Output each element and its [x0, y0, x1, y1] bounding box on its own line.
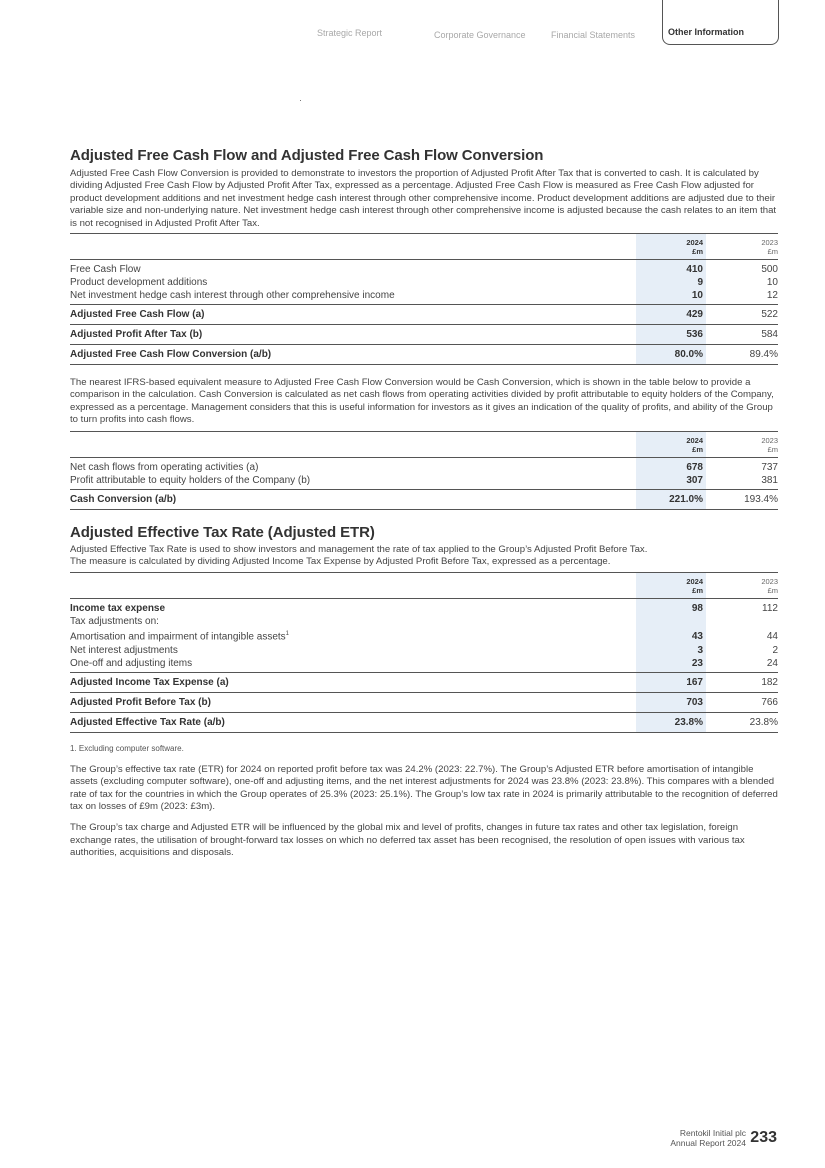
table-header-row [70, 573, 778, 599]
table-total-row [70, 712, 778, 732]
table-row [70, 615, 778, 628]
nav-other-information-label: Other Information [668, 27, 744, 37]
row-label-text: Amortisation and impairment of intangible assets [70, 631, 286, 643]
row-value-2023: 10 [766, 277, 778, 289]
table-row [70, 474, 778, 490]
total-value-2024: 80.0% [636, 345, 706, 365]
section-intro-etr-line2: The measure is calculated by dividing Adjusted Income Tax Expense by Adjusted Profit Before Tax, expressed as a percentage. [70, 556, 611, 568]
section-intro-etr-line1: Adjusted Effective Tax Rate is used to show investors and management the rate of tax applied to the Group’s Adjusted Profit Before Tax. [70, 543, 648, 555]
etr-paragraph-2: The Group’s tax charge and Adjusted ETR will be influenced by the global mix and level of profits, changes in future tax rates and other tax legislation, foreign exchange rates, the utilisation of brought-forward tax losses on which no deferred tax asset has been recognised, the resolution of open issues with various tax authorities, acquisitions and disposals. [70, 822, 745, 859]
table-total-row [70, 305, 778, 325]
row-value-2024: 10 [636, 289, 706, 305]
row-value-2023: 112 [762, 603, 778, 615]
row-value-2023: 2 [772, 644, 778, 656]
total-value-2023: 193.4% [706, 489, 778, 509]
table-total-row [70, 325, 778, 345]
total-label: Adjusted Free Cash Flow Conversion (a/b) [70, 345, 636, 365]
row-value-2024: 678 [636, 457, 706, 474]
row-label: Tax adjustments on: [70, 616, 159, 628]
total-value-2023: 584 [706, 325, 778, 345]
col-header-2024: 2024 [686, 577, 703, 587]
table-total-row [70, 489, 778, 509]
row-value-2024 [636, 615, 706, 628]
table-row [70, 644, 778, 657]
table-total-row [70, 345, 778, 365]
nav-other-information[interactable] [662, 0, 779, 45]
total-value-2024: 167 [636, 672, 706, 692]
total-value-2023: 182 [706, 672, 778, 692]
total-value-2023: 23.8% [706, 712, 778, 732]
etr-paragraph-1: The Group’s effective tax rate (ETR) for 2024 on reported profit before tax was 24.2% (2023: 22.7%). The Group’s Adjusted ETR before amortisation of intangible assets (excluding computer software), one-off and adjusting items, and the net interest adjustments for 2024 was 23.8% (2023: 23.8%). This compares with a blended rate of tax for the countries in which the Group operates of 25.3% (2023: 25.1%). The Group’s low tax rate in 2024 is primarily attributable to the recognition of deferred tax on losses of £9m (2023: £3m). [70, 763, 778, 813]
total-value-2024: 23.8% [636, 712, 706, 732]
total-value-2024: 429 [636, 305, 706, 325]
section-intro-free-cash-flow: Adjusted Free Cash Flow Conversion is provided to demonstrate to investors the proportion of Adjusted Profit After Tax that is converted to cash. It is calculated by dividing Adjusted Free Cash Flow by Adjusted Profit After Tax, expressed as a percentage. Adjusted Free Cash Flow is measured as Free Cash Flow adjusted for product development additions and net investment hedge cash interest through other comprehensive income. Product development additions are adjusted due to their variable size and non-underlying nature. Net investment hedge cash interest through other comprehensive income is adjusted because the cash relates to an item that is not recognised in Adjusted Profit After Tax. [70, 168, 777, 229]
nav-corporate-governance[interactable]: Corporate Governance [434, 30, 526, 40]
row-label: Net cash flows from operating activities (a) [70, 461, 259, 473]
table-row [70, 599, 778, 616]
total-label: Cash Conversion (a/b) [70, 489, 636, 509]
table-row [70, 276, 778, 289]
page-content [70, 146, 778, 860]
col-header-2023: 2023 [761, 238, 778, 248]
table-row [70, 260, 778, 277]
table-header-row [70, 431, 778, 457]
row-value-2023: 737 [761, 461, 778, 473]
col-header-2024: 2024 [686, 238, 703, 248]
total-value-2023: 522 [706, 305, 778, 325]
total-value-2023: 89.4% [706, 345, 778, 365]
table-row [70, 628, 778, 643]
col-unit-2024: £m [692, 247, 703, 257]
nav-financial-statements[interactable]: Financial Statements [551, 30, 636, 40]
row-value-2024: 43 [636, 628, 706, 643]
table-row [70, 657, 778, 673]
cash-conversion-explanation: The nearest IFRS-based equivalent measure to Adjusted Free Cash Flow Conversion would be Cash Conversion, which is shown in the table below to provide a comparison in the calculation. Cash Conversion is calculated as net cash flows from operating activities divided by profit attributable to equity holders of the Company, expressed as a percentage. Management considers that this is useful information for investors as it gives an indication of the quality of profits, and ability of the Group to turn profits into cash flows. [70, 377, 774, 426]
row-value-2023 [706, 615, 778, 628]
row-label: One-off and adjusting items [70, 657, 193, 669]
col-unit-2023: £m [767, 444, 778, 454]
col-unit-2024: £m [692, 586, 703, 596]
row-label: Income tax expense [70, 603, 166, 615]
footer-report-info [670, 1128, 746, 1148]
footnote-marker: 1 [285, 631, 290, 638]
row-value-2023: 381 [761, 474, 778, 486]
row-value-2024: 410 [636, 260, 706, 277]
total-label: Adjusted Profit Before Tax (b) [70, 692, 636, 712]
row-value-2024: 9 [636, 276, 706, 289]
row-value-2023: 500 [761, 264, 778, 276]
total-label: Adjusted Effective Tax Rate (a/b) [70, 712, 636, 732]
col-header-2023: 2023 [761, 435, 778, 445]
row-value-2024: 3 [636, 644, 706, 657]
top-navigation [0, 0, 825, 48]
total-value-2024: 221.0% [636, 489, 706, 509]
row-value-2024: 98 [636, 599, 706, 616]
table-row [70, 289, 778, 305]
table-total-row [70, 672, 778, 692]
table-row [70, 457, 778, 474]
table-cash-conversion [70, 431, 778, 510]
total-value-2024: 536 [636, 325, 706, 345]
total-value-2024: 703 [636, 692, 706, 712]
row-label [70, 628, 636, 643]
footer-company: Rentokil Initial plc [679, 1128, 746, 1138]
col-unit-2024: £m [692, 444, 703, 454]
footer-report-title: Annual Report 2024 [670, 1138, 746, 1148]
row-value-2023: 12 [766, 290, 778, 302]
col-header-2023: 2023 [761, 577, 778, 587]
col-header-2024: 2024 [686, 435, 703, 445]
row-label: Free Cash Flow [70, 264, 141, 276]
table-header-row [70, 234, 778, 260]
row-label: Profit attributable to equity holders of the Company (b) [70, 474, 311, 486]
row-label: Net investment hedge cash interest through other comprehensive income [70, 290, 395, 302]
col-unit-2023: £m [767, 586, 778, 596]
table-free-cash-flow [70, 233, 778, 365]
table-adjusted-etr [70, 572, 778, 732]
total-value-2023: 766 [706, 692, 778, 712]
row-label: Product development additions [70, 277, 208, 289]
row-value-2023: 24 [766, 657, 778, 669]
total-label: Adjusted Income Tax Expense (a) [70, 672, 636, 692]
section-title-adjusted-etr: Adjusted Effective Tax Rate (Adjusted ETR) [70, 523, 375, 541]
total-label: Adjusted Free Cash Flow (a) [70, 305, 636, 325]
stray-mark [300, 100, 301, 101]
footnote: 1. Excluding computer software. [70, 743, 184, 753]
row-value-2024: 23 [636, 657, 706, 673]
row-value-2023: 44 [766, 630, 778, 642]
row-value-2024: 307 [636, 474, 706, 490]
row-label: Net interest adjustments [70, 644, 178, 656]
table-total-row [70, 692, 778, 712]
col-unit-2023: £m [767, 247, 778, 257]
section-title-free-cash-flow: Adjusted Free Cash Flow and Adjusted Free Cash Flow Conversion [70, 147, 544, 164]
nav-strategic-report[interactable]: Strategic Report [317, 28, 383, 38]
page-number: 233 [750, 1129, 777, 1146]
total-label: Adjusted Profit After Tax (b) [70, 325, 636, 345]
